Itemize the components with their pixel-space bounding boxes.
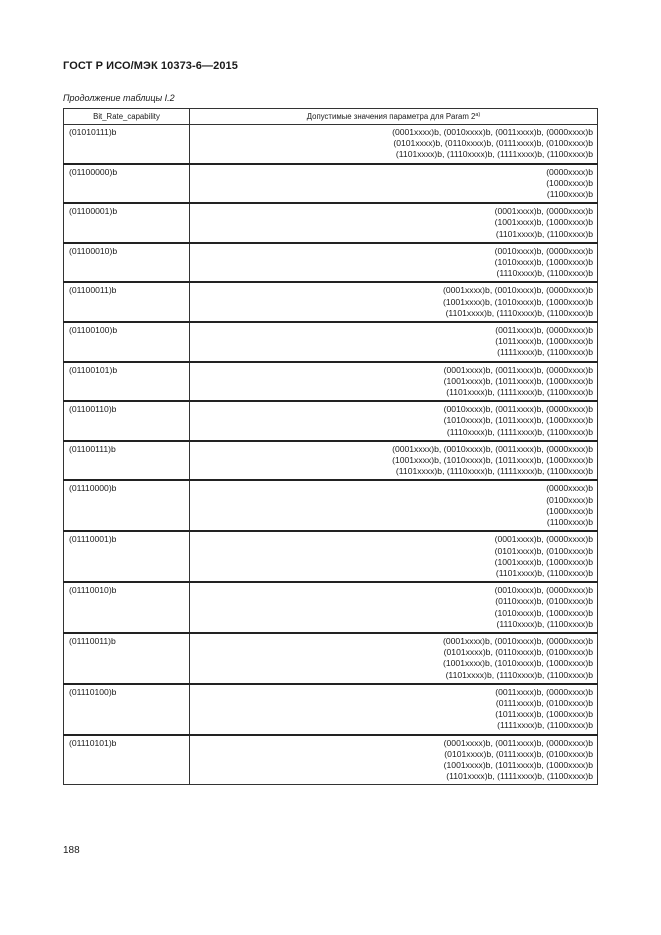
allowed-values-cell: [190, 684, 598, 735]
footnote-marker: a): [475, 112, 481, 119]
bit-rate-code-cell: (01110001)b: [64, 531, 190, 582]
allowed-values-line: (1010xxxx)b, (1000xxxx)b: [494, 607, 593, 618]
allowed-values-line: (0010xxxx)b, (0011xxxx)b, (0000xxxx)b: [443, 404, 593, 415]
bit-rate-code-cell: (01110010)b: [64, 582, 190, 633]
page-number: 188: [63, 845, 80, 856]
allowed-values-line: (0011xxxx)b, (0000xxxx)b: [495, 686, 593, 697]
allowed-values-cell: [190, 164, 598, 204]
allowed-values-line: (0100xxxx)b: [546, 494, 593, 505]
allowed-values-cell: [190, 531, 598, 582]
allowed-values-cell: [190, 203, 598, 243]
allowed-values-line: (1001xxxx)b, (1000xxxx)b: [494, 217, 593, 228]
allowed-values-line: (1100xxxx)b: [546, 517, 593, 528]
table-header-row: [64, 109, 598, 125]
bit-rate-code-cell: (01100011)b: [64, 282, 190, 322]
bit-rate-code-cell: (01100100)b: [64, 322, 190, 362]
table-caption: Продолжение таблицы I.2: [63, 93, 175, 103]
allowed-values-line: (1010xxxx)b, (1000xxxx)b: [494, 257, 593, 268]
allowed-values-line: (1111xxxx)b, (1100xxxx)b: [497, 347, 593, 358]
allowed-values-line: (1001xxxx)b, (1010xxxx)b, (1000xxxx)b: [443, 658, 593, 669]
allowed-values-line: (0001xxxx)b, (0010xxxx)b, (0011xxxx)b, (0000xxxx)b: [392, 443, 593, 454]
allowed-values-line: (0001xxxx)b, (0010xxxx)b, (0011xxxx)b, (0000xxxx)b: [392, 127, 593, 137]
allowed-values-cell: [190, 401, 598, 441]
bit-rate-code-cell: (01100101)b: [64, 362, 190, 402]
document-title: ГОСТ Р ИСО/МЭК 10373-6—2015: [63, 60, 238, 72]
bit-rate-code-cell: (01110100)b: [64, 684, 190, 735]
bit-rate-code-cell: (01100001)b: [64, 203, 190, 243]
allowed-values-line: (0010xxxx)b, (0000xxxx)b: [494, 585, 593, 596]
allowed-values-line: (1110xxxx)b, (1100xxxx)b: [496, 618, 593, 629]
allowed-values-cell: [190, 362, 598, 402]
allowed-values-line: (0000xxxx)b: [546, 166, 593, 177]
table-row: [64, 243, 598, 283]
allowed-values-line: (1001xxxx)b, (1000xxxx)b: [494, 556, 593, 567]
allowed-values-line: (1101xxxx)b, (1110xxxx)b, (1100xxxx)b: [445, 669, 593, 680]
allowed-values-line: (1101xxxx)b, (1111xxxx)b, (1100xxxx)b: [446, 771, 593, 782]
allowed-values-line: (1000xxxx)b: [546, 505, 593, 516]
allowed-values-cell: [190, 633, 598, 684]
allowed-values-line: (0001xxxx)b, (0010xxxx)b, (0000xxxx)b: [443, 285, 593, 296]
table-row: [64, 582, 598, 633]
allowed-values-line: (0101xxxx)b, (0100xxxx)b: [494, 545, 593, 556]
table-row: [64, 164, 598, 204]
allowed-values-line: (0110xxxx)b, (0100xxxx)b: [495, 596, 593, 607]
allowed-values-cell: [190, 125, 598, 164]
allowed-values-line: (1000xxxx)b: [546, 177, 593, 188]
table-row: [64, 401, 598, 441]
bit-rate-code-cell: (01110011)b: [64, 633, 190, 684]
allowed-values-line: (1101xxxx)b, (1100xxxx)b: [495, 228, 593, 239]
allowed-values-line: (1010xxxx)b, (1011xxxx)b, (1000xxxx)b: [443, 415, 593, 426]
allowed-values-line: (0101xxxx)b, (0110xxxx)b, (0111xxxx)b, (0100xxxx)b: [393, 138, 593, 149]
table-row: [64, 125, 598, 164]
allowed-values-cell: [190, 735, 598, 785]
allowed-values-line: (1100xxxx)b: [546, 189, 593, 200]
table-row: [64, 480, 598, 531]
allowed-values-line: (0111xxxx)b, (0100xxxx)b: [495, 697, 593, 708]
allowed-values-line: (1110xxxx)b, (1100xxxx)b: [496, 268, 593, 279]
allowed-values-line: (1011xxxx)b, (1000xxxx)b: [495, 336, 593, 347]
allowed-values-cell: [190, 322, 598, 362]
allowed-values-line: (0011xxxx)b, (0000xxxx)b: [495, 325, 593, 336]
allowed-values-cell: [190, 243, 598, 283]
allowed-values-line: (0000xxxx)b: [546, 483, 593, 494]
allowed-values-line: (0001xxxx)b, (0000xxxx)b: [494, 534, 593, 545]
allowed-values-line: (0001xxxx)b, (0011xxxx)b, (0000xxxx)b: [443, 737, 593, 748]
table-row: [64, 362, 598, 402]
bit-rate-code-cell: (01110000)b: [64, 480, 190, 531]
bit-rate-code-cell: (01100010)b: [64, 243, 190, 283]
column-header-bit-rate: Bit_Rate_capability: [64, 109, 190, 125]
table-body: [64, 125, 598, 785]
table-row: [64, 322, 598, 362]
allowed-values-line: (1011xxxx)b, (1000xxxx)b: [495, 709, 593, 720]
bit-rate-code-cell: (01100110)b: [64, 401, 190, 441]
column-header-allowed-values: [190, 109, 598, 125]
allowed-values-line: (0001xxxx)b, (0011xxxx)b, (0000xxxx)b: [443, 364, 593, 375]
allowed-values-line: (1101xxxx)b, (1110xxxx)b, (1100xxxx)b: [445, 307, 593, 318]
allowed-values-line: (1111xxxx)b, (1100xxxx)b: [497, 720, 593, 731]
allowed-values-cell: [190, 582, 598, 633]
allowed-values-line: (1110xxxx)b, (1111xxxx)b, (1100xxxx)b: [446, 426, 593, 437]
bit-rate-table: [63, 108, 598, 785]
allowed-values-cell: [190, 282, 598, 322]
allowed-values-line: (1101xxxx)b, (1100xxxx)b: [495, 567, 593, 578]
allowed-values-line: (1101xxxx)b, (1110xxxx)b, (1111xxxx)b, (1100xxxx)b: [395, 149, 593, 160]
table-row: [64, 684, 598, 735]
allowed-values-line: (1001xxxx)b, (1011xxxx)b, (1000xxxx)b: [443, 759, 593, 770]
bit-rate-code-cell: (01100000)b: [64, 164, 190, 204]
table-row: [64, 441, 598, 481]
table-row: [64, 633, 598, 684]
allowed-values-line: (0001xxxx)b, (0010xxxx)b, (0000xxxx)b: [443, 635, 593, 646]
allowed-values-cell: [190, 441, 598, 481]
allowed-values-line: (0010xxxx)b, (0000xxxx)b: [494, 245, 593, 256]
table-row: [64, 735, 598, 785]
table-row: [64, 531, 598, 582]
allowed-values-line: (0101xxxx)b, (0110xxxx)b, (0100xxxx)b: [443, 647, 593, 658]
table-row: [64, 203, 598, 243]
allowed-values-line: (1001xxxx)b, (1011xxxx)b, (1000xxxx)b: [443, 375, 593, 386]
allowed-values-line: (1001xxxx)b, (1010xxxx)b, (1000xxxx)b: [443, 296, 593, 307]
column-header-allowed-values-text: Допустимые значения параметра для Param 2: [306, 112, 476, 122]
bit-rate-code-cell: (01100111)b: [64, 441, 190, 481]
allowed-values-line: (0101xxxx)b, (0111xxxx)b, (0100xxxx)b: [444, 748, 593, 759]
allowed-values-line: (1101xxxx)b, (1111xxxx)b, (1100xxxx)b: [446, 387, 593, 398]
table-row: [64, 282, 598, 322]
allowed-values-line: (1001xxxx)b, (1010xxxx)b, (1011xxxx)b, (1000xxxx)b: [392, 455, 593, 466]
allowed-values-cell: [190, 480, 598, 531]
bit-rate-code-cell: (01010111)b: [64, 125, 190, 164]
allowed-values-line: (1101xxxx)b, (1110xxxx)b, (1111xxxx)b, (1100xxxx)b: [395, 466, 593, 477]
allowed-values-line: (0001xxxx)b, (0000xxxx)b: [494, 206, 593, 217]
bit-rate-code-cell: (01110101)b: [64, 735, 190, 785]
